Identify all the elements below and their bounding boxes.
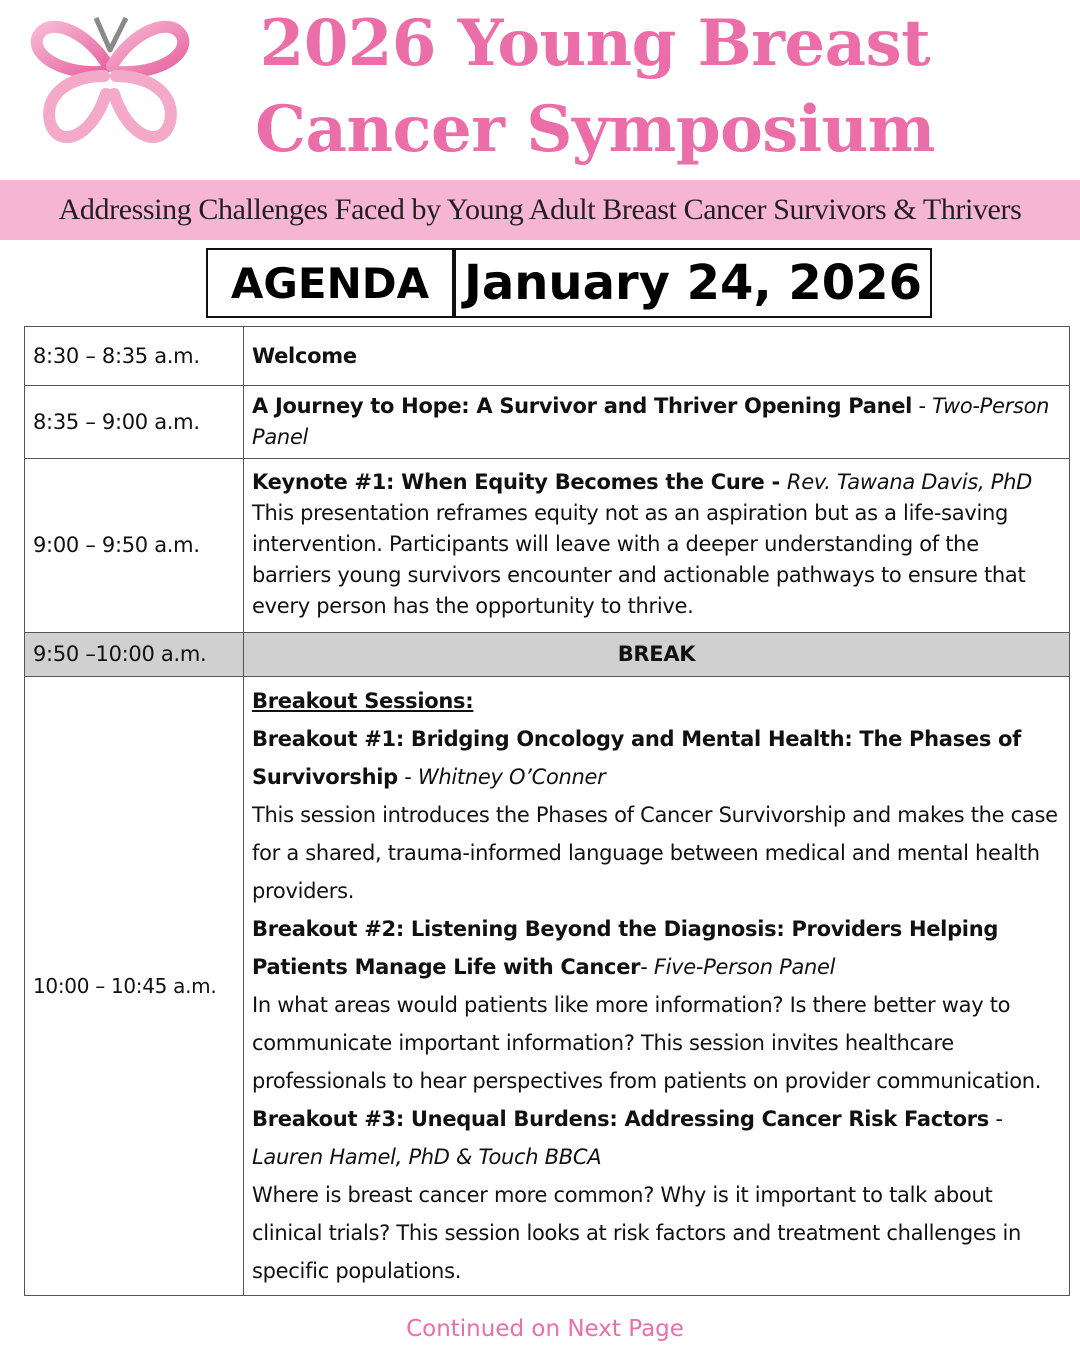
breakout-3-title: Breakout #3: Unequal Burdens: Addressing Cancer Risk Factors — [252, 1107, 989, 1131]
agenda-date: January 24, 2026 — [464, 255, 922, 311]
agenda-row-break — [25, 633, 1070, 677]
time-cell: 8:30 – 8:35 a.m. — [25, 327, 244, 386]
subtitle-banner — [0, 180, 1080, 240]
agenda-table — [24, 326, 1070, 1296]
agenda-row — [25, 459, 1070, 633]
separator: - — [912, 394, 933, 418]
session-cell — [244, 327, 1070, 386]
agenda-label: AGENDA — [208, 250, 456, 316]
session-cell — [244, 459, 1070, 633]
breakout-2-speaker: Five-Person Panel — [653, 955, 836, 979]
breakout-heading: Breakout Sessions: — [252, 689, 474, 713]
time-cell: 9:00 – 9:50 a.m. — [25, 459, 244, 633]
continued-note: Continued on Next Page — [406, 1316, 684, 1342]
breakout-3-speaker: Lauren Hamel, PhD & Touch BBCA — [252, 1145, 602, 1169]
break-label: BREAK — [244, 633, 1070, 677]
session-title: Keynote #1: When Equity Becomes the Cure - — [252, 470, 787, 494]
symposium-title-line-1: 2026 Young Breast — [259, 6, 931, 81]
breakout-1-description: This session introduces the Phases of Cancer Survivorship and makes the case for a shared, trauma-informed language between medical and mental health providers. — [252, 803, 1058, 903]
separator: - — [640, 955, 654, 979]
session-description: This presentation reframes equity not as an aspiration but as a life-saving intervention. Participants will leave with a deeper understanding of the barriers young survivors encounter and actionable pathways to ensure that every person has the opportunity to thrive. — [252, 501, 1026, 618]
session-speaker: Rev. Tawana Davis, PhD — [786, 470, 1033, 494]
breakout-2-title: Breakout #2: Listening Beyond the Diagnosis: Providers Helping Patients Manage Life with Cancer — [252, 917, 999, 979]
agenda-row — [25, 327, 1070, 386]
pink-ribbon-butterfly-icon — [30, 14, 190, 154]
breakout-1-speaker: Whitney O’Conner — [417, 765, 606, 789]
agenda-row — [25, 677, 1070, 1296]
session-cell — [244, 677, 1070, 1296]
session-title: A Journey to Hope: A Survivor and Thriver Opening Panel — [252, 394, 913, 418]
time-cell: 10:00 – 10:45 a.m. — [25, 677, 244, 1296]
separator: - — [397, 765, 418, 789]
time-cell: 9:50 –10:00 a.m. — [25, 633, 244, 677]
agenda-heading — [206, 248, 932, 318]
breakout-1-title: Breakout #1: Bridging Oncology and Mental Health: The Phases of Survivorship — [252, 727, 1021, 789]
subtitle: Addressing Challenges Faced by Young Adult Breast Cancer Survivors & Thrivers — [58, 193, 1022, 226]
session-cell — [244, 386, 1070, 459]
separator: - — [988, 1107, 1003, 1131]
breakout-3-description: Where is breast cancer more common? Why is it important to talk about clinical trials? This session looks at risk factors and treatment challenges in specific populations. — [252, 1183, 1022, 1283]
session-title: Welcome — [252, 343, 357, 368]
time-cell: 8:35 – 9:00 a.m. — [25, 386, 244, 459]
breakout-2-description: In what areas would patients like more information? Is there better way to communicate important information? This session invites healthcare professionals to hear perspectives from patients on provider communication. — [252, 993, 1042, 1093]
session-speaker: Two-Person Panel — [252, 394, 1050, 449]
agenda-row — [25, 386, 1070, 459]
symposium-title-line-2: Cancer Symposium — [255, 92, 935, 167]
